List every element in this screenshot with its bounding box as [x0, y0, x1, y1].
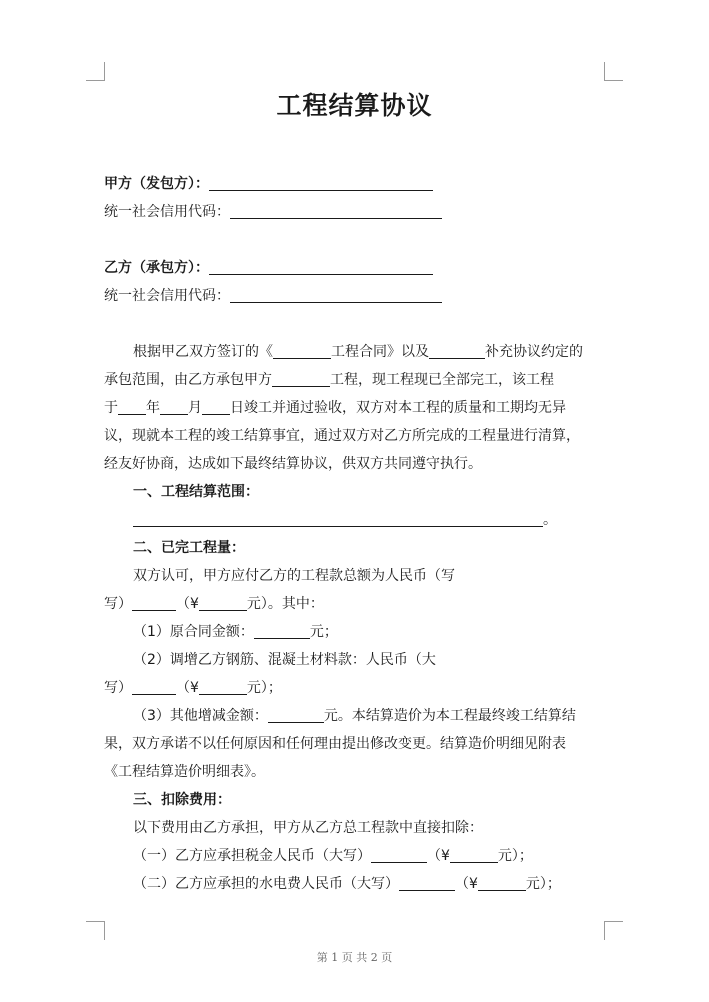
intro-text: 工程合同》以及: [331, 344, 429, 360]
section-2-item-3: [133, 706, 576, 726]
section-2-item-3-end: 《工程结算造价明细表》。: [104, 764, 265, 780]
section-2-p1: 双方认可，甲方应付乙方的工程款总额为人民币（写: [133, 568, 455, 584]
contract-name-blank[interactable]: [273, 343, 331, 359]
text: 写）: [104, 680, 132, 696]
text: 元；: [309, 624, 338, 640]
month-blank[interactable]: [160, 399, 188, 415]
text: （¥: [455, 876, 478, 892]
section-1-heading: 一、工程结算范围：: [133, 484, 259, 500]
text: （一）乙方应承担税金人民币（大写）: [133, 848, 371, 864]
intro-text: 年: [146, 400, 160, 416]
text: 元）；: [497, 848, 533, 864]
text: （1）原合同金额：: [133, 624, 254, 640]
party-a-label: 甲方（发包方）：: [104, 176, 209, 192]
intro-text: 根据甲乙双方签订的《: [133, 344, 273, 360]
party-b-label: 乙方（承包方）：: [104, 260, 209, 276]
party-b-blank[interactable]: [209, 259, 433, 275]
day-blank[interactable]: [202, 399, 230, 415]
section-2-item-2: （2）调增乙方钢筋、混凝土材料款：人民币（大: [133, 652, 436, 668]
section-2-item-3-cont: 果，双方承诺不以任何原因和任何理由提出修改变更。结算造价明细见附表: [104, 736, 566, 752]
page-footer: 第 1 页 共 2 页: [316, 951, 393, 964]
section-1-line: [133, 510, 557, 530]
intro-line-3: [104, 398, 566, 418]
original-amount-blank[interactable]: [254, 623, 310, 639]
crop-mark-top-left: [86, 62, 105, 81]
text: 元）。其中：: [246, 596, 324, 612]
section-3-heading: 三、扣除费用：: [133, 792, 231, 808]
party-b-credit-blank[interactable]: [230, 287, 442, 303]
text: （二）乙方应承担的水电费人民币（大写）: [133, 876, 399, 892]
document-title: 工程结算协议: [276, 91, 433, 120]
material-words-blank[interactable]: [132, 679, 176, 695]
text: 写）: [104, 596, 132, 612]
crop-mark-bottom-left: [86, 921, 105, 940]
section-3-item-1: [133, 846, 533, 866]
tax-words-blank[interactable]: [371, 847, 427, 863]
intro-line-5: 经友好协商，达成如下最终结算协议，供双方共同遵守执行。: [104, 456, 482, 472]
utility-words-blank[interactable]: [399, 875, 455, 891]
intro-line-4: 议，现就本工程的竣工结算事宜，通过双方对乙方所完成的工程量进行清算，: [104, 428, 580, 444]
intro-line-1: [133, 342, 583, 362]
party-b-line: [104, 258, 433, 278]
party-b-credit-label: 统一社会信用代码：: [104, 288, 230, 304]
intro-text: 工程，现工程现已全部完工，该工程: [330, 372, 554, 388]
text: （¥: [176, 596, 199, 612]
text: 元）；: [246, 680, 282, 696]
crop-mark-bottom-right: [604, 921, 623, 940]
total-amount-words-blank[interactable]: [132, 595, 176, 611]
scope-blank[interactable]: [133, 511, 543, 527]
other-amount-blank[interactable]: [268, 707, 324, 723]
intro-line-2: [104, 370, 554, 390]
text: （¥: [427, 848, 450, 864]
section-2-item-1: [133, 622, 338, 642]
section-2-item-2-cont: [104, 678, 282, 698]
tax-amount-blank[interactable]: [450, 847, 498, 863]
material-amount-blank[interactable]: [199, 679, 247, 695]
text: 元。本结算造价为本工程最终竣工结算结: [323, 708, 576, 724]
text: （3）其他增减金额：: [133, 708, 268, 724]
intro-text: 补充协议约定的: [485, 344, 583, 360]
utility-amount-blank[interactable]: [478, 875, 526, 891]
party-a-line: [104, 174, 433, 194]
total-amount-blank[interactable]: [199, 595, 247, 611]
party-a-credit-blank[interactable]: [230, 203, 442, 219]
year-blank[interactable]: [118, 399, 146, 415]
intro-text: 承包范围，由乙方承包甲方: [104, 372, 272, 388]
section-2-heading: 二、已完工程量：: [133, 540, 245, 556]
text: （¥: [176, 680, 199, 696]
intro-text: 日竣工并通过验收，双方对本工程的质量和工期均无异: [230, 400, 566, 416]
party-b-credit-line: [104, 286, 442, 306]
text: 元）；: [525, 876, 561, 892]
intro-text: 月: [188, 400, 202, 416]
party-a-blank[interactable]: [209, 175, 433, 191]
intro-text: 于: [104, 400, 118, 416]
crop-mark-top-right: [604, 62, 623, 81]
supplement-blank[interactable]: [429, 343, 485, 359]
section-2-p2: [104, 594, 324, 614]
section-3-item-2: [133, 874, 561, 894]
party-a-credit-label: 统一社会信用代码：: [104, 204, 230, 220]
section-3-p1: 以下费用由乙方承担，甲方从乙方总工程款中直接扣除：: [133, 820, 483, 836]
project-name-blank[interactable]: [272, 371, 330, 387]
party-a-credit-line: [104, 202, 442, 222]
scope-end: 。: [543, 512, 557, 528]
